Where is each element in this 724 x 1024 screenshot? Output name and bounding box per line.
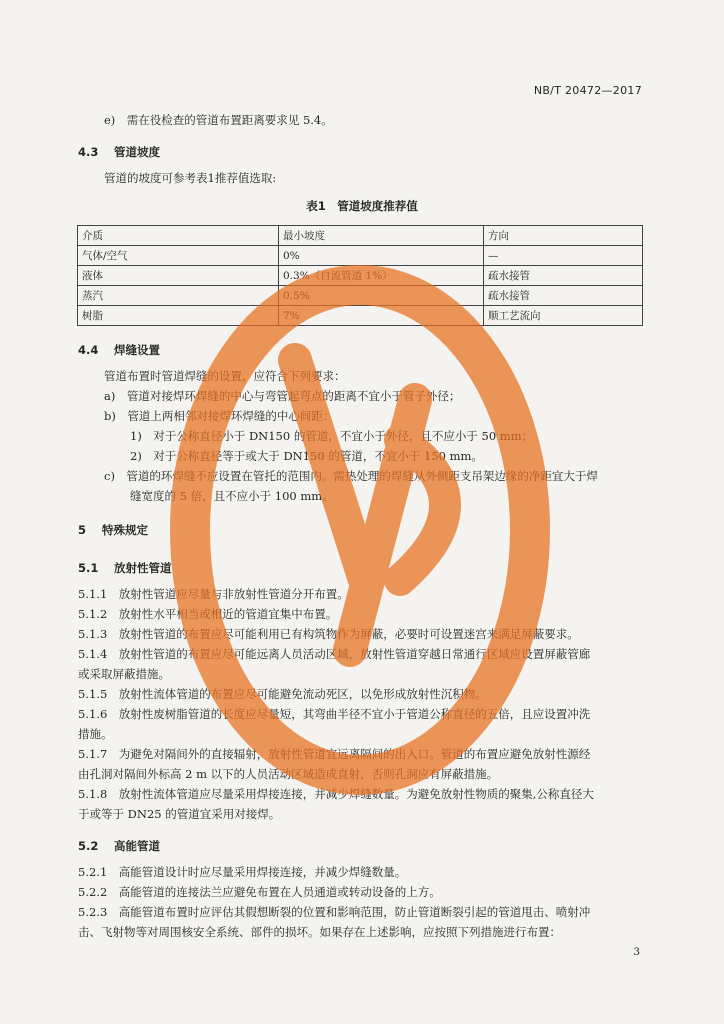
clause-5-1-6-continued: 措施。 <box>78 727 113 741</box>
clause-5-2-1: 5.2.1 高能管道设计时应尽量采用焊接连接，并减少焊缝数量。 <box>78 865 407 879</box>
table-cell: 气体/空气 <box>78 246 279 266</box>
clause-5-1-6: 5.1.6 放射性废树脂管道的长度应尽量短，其弯曲半径不宜小于管道公称直径的五倍，且应设置冲洗 <box>78 707 591 721</box>
clause-5-1-1: 5.1.1 放射性管道应尽量与非放射性管道分开布置。 <box>78 587 349 601</box>
table-header-cell: 最小坡度 <box>279 226 484 246</box>
table-cell: 0% <box>279 246 484 266</box>
table-cell: 液体 <box>78 266 279 286</box>
section-title: 放射性管道 <box>114 561 172 575</box>
clause-5-1-2: 5.1.2 放射性水平相当或相近的管道宜集中布置。 <box>78 607 338 621</box>
paragraph: 管道布置时管道焊缝的设置，应符合下列要求： <box>104 369 346 383</box>
table-cell: 树脂 <box>78 306 279 326</box>
clause-5-2-3: 5.2.3 高能管道布置时应评估其假想断裂的位置和影响范围，防止管道断裂引起的管道甩击、喷射冲 <box>78 905 591 919</box>
table-cell: 蒸汽 <box>78 286 279 306</box>
table-cell: 0.3%（自流管道 1%） <box>279 266 484 286</box>
list-item-b2: 2) 对于公称直径等于或大于 DN150 的管道，不宜小于 150 mm。 <box>130 449 483 463</box>
clause-5-1-4: 5.1.4 放射性管道的布置应尽可能远离人员活动区域，放射性管道穿越日常通行区域应设置屏蔽管廊 <box>78 647 591 661</box>
table-cell: 0.5% <box>279 286 484 306</box>
section-heading-5-1 <box>78 558 644 578</box>
table-header-cell: 方向 <box>484 226 643 246</box>
table-row <box>78 306 643 326</box>
section-heading-4-4 <box>78 340 644 360</box>
clause-5-1-7-continued: 由孔洞对隔间外标高 2 m 以下的人员活动区域造成直射，否则孔洞应有屏蔽措施。 <box>78 767 499 781</box>
section-number: 5.2 <box>78 839 99 853</box>
table-row <box>78 286 643 306</box>
table-row <box>78 246 643 266</box>
section-title: 焊缝设置 <box>114 343 161 357</box>
clause-5-1-8-continued: 于或等于 DN25 的管道宜采用对接焊。 <box>78 807 281 821</box>
table-cell: 疏水接管 <box>484 286 643 306</box>
section-title: 管道坡度 <box>114 145 161 159</box>
table-header-cell: 介质 <box>78 226 279 246</box>
section-heading-5-2 <box>78 836 644 856</box>
section-heading-4-3 <box>78 142 644 162</box>
standard-number: NB/T 20472—2017 <box>533 84 642 97</box>
list-item-b: b) 管道上两相邻对接焊环焊缝的中心间距： <box>104 409 335 423</box>
page-number: 3 <box>633 946 640 958</box>
section-number: 4.3 <box>78 145 99 159</box>
list-item-e: e) 需在役检查的管道布置距离要求见 5.4。 <box>104 113 333 127</box>
table-cell: 7% <box>279 306 484 326</box>
section-number: 5.1 <box>78 561 99 575</box>
section-title: 高能管道 <box>114 839 161 853</box>
slope-table <box>77 225 643 326</box>
paragraph: 管道的坡度可参考表1推荐值选取: <box>104 171 277 185</box>
table-header-row <box>78 226 643 246</box>
section-heading-5 <box>78 520 644 540</box>
clause-5-2-3-continued: 击、飞射物等对周围核安全系统、部件的损坏。如果存在上述影响，应按照下列措施进行布置： <box>78 925 561 939</box>
table-cell: 顺工艺流向 <box>484 306 643 326</box>
section-number: 5 <box>78 523 87 537</box>
table-cell: — <box>484 246 643 266</box>
section-title: 特殊规定 <box>102 523 149 537</box>
table-caption: 表1 管道坡度推荐值 <box>306 199 418 213</box>
clause-5-1-4-continued: 或采取屏蔽措施。 <box>78 667 170 681</box>
list-item-c: c) 管道的环焊缝不应设置在管托的范围内。需热处理的焊缝从外侧距支吊架边缘的净距宜大于焊 <box>104 469 598 483</box>
section-number: 4.4 <box>78 343 99 357</box>
table-row <box>78 266 643 286</box>
clause-5-1-5: 5.1.5 放射性流体管道的布置应尽可能避免流动死区，以免形成放射性沉积物。 <box>78 687 487 701</box>
list-item-c-continued: 缝宽度的 5 倍，且不应小于 100 mm。 <box>130 489 334 503</box>
list-item-b1: 1) 对于公称直径小于 DN150 的管道，不宜小于外径，且不应小于 50 mm； <box>130 429 534 443</box>
list-item-a: a) 管道对接焊环焊缝的中心与弯管起弯点的距离不宜小于管子外径； <box>104 389 461 403</box>
clause-5-1-3: 5.1.3 放射性管道的布置应尽可能利用已有构筑物作为屏蔽，必要时可设置迷宫来满足屏蔽要求。 <box>78 627 579 641</box>
table-cell: 疏水接管 <box>484 266 643 286</box>
clause-5-1-8: 5.1.8 放射性流体管道应尽量采用焊接连接，并减少焊缝数量。为避免放射性物质的聚集,公称直径大 <box>78 787 594 801</box>
clause-5-1-7: 5.1.7 为避免对隔间外的直接辐射，放射性管道宜远离隔间的出入口。管道的布置应避免放射性源经 <box>78 747 591 761</box>
clause-5-2-2: 5.2.2 高能管道的连接法兰应避免布置在人员通道或转动设备的上方。 <box>78 885 441 899</box>
